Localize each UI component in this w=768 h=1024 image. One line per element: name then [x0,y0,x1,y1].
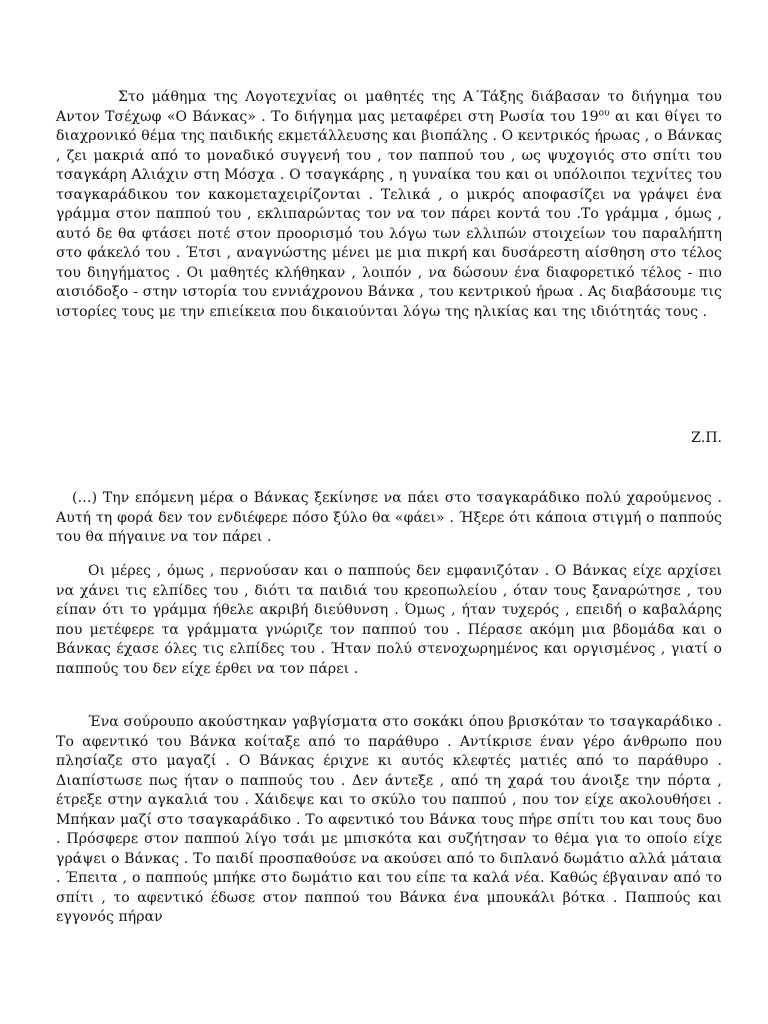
author-initials: Ζ.Π. [691,430,722,446]
century-superscript: ου [598,107,610,118]
intro-text-part2: αι και θίγει το διαχρονικό θέμα της παιδικής εκμετάλλευσης και βιοπάλης . Ο κεντρικός ήρωας , ο Βάνκας , ζει μακριά από το μοναδικό συγγενή του , τον παππού του , ως ψυχογιός στο σπίτι του τσαγκάρη Αλιάχιν στη Μόσχα . Ο τσαγκάρης , η γυναίκα του και οι υπόλοιποι τεχνίτες του τσαγκαράδικου τον κακομεταχειρίζονται . Τελικά , ο μικρός αποφασίζει να γράψει ένα γράμμα στον παππού του , εκλιπαρώντας τον να τον πάρει κοντά του .Το γράμμα , όμως , αυτό δε θα φτάσει ποτέ στον προορισμό του λόγω των ελλιπών στοιχείων του παραλήπτη στο φάκελό του . Έτσι , αναγνώστης μένει με μια πικρή και δυσάρεστη αίσθηση στο τέλος του διηγήματος . Οι μαθητές κλήθηκαν , λοιπόν , να δώσουν ένα διαφορετικό τέλος - πιο αισιόδοξο - στην ιστορία του εννιάχρονου Βάνκα , του κεντρικού ήρωα . Ας διαβάσουμε τις ιστορίες τους με την επιείκεια που δικαιούνται λόγω της ηλικίας και της ιδιότητάς τους . [56,108,722,320]
intro-paragraph [56,88,722,322]
intro-text-part1: Στο μάθημα της Λογοτεχνίας οι μαθητές της Α΄Τάξης διάβασαν το διήγημα του Αντον Τσέχωφ «Ο Βάνκας» . Το διήγημα μας μεταφέρει στη Ρωσία του 19 [56,89,722,125]
story-paragraph-1: (…) Την επόμενη μέρα ο Βάνκας ξεκίνησε να πάει στο τσαγκαράδικο πολύ χαρούμενος . Αυτή τη φορά δεν τον ενδιέφερε πόσο ξύλο θα «φάει» . Ήξερε ότι κάποια στιγμή ο παππούς του θα πήγαινε να τον πάρει . [56,490,722,545]
story-paragraph-3: Ένα σούρουπο ακούστηκαν γαβγίσματα στο σοκάκι όπου βρισκόταν το τσαγκαράδικο . Το αφεντικό του Βάνκα κοίταξε από το παράθυρο . Αντίκρισε έναν γέρο άνθρωπο που πλησίαζε στο μαγαζί . Ο Βάνκας έριχνε κι αυτός κλεφτές ματιές από το παράθυρο . Διαπίστωσε πως ήταν ο παππούς του . Δεν άντεξε , από τη χαρά του άνοιξε την πόρτα , έτρεξε στην αγκαλιά του . Χάιδεψε και το σκύλο του παππού , που τον είχε ακολουθήσει . Μπήκαν μαζί στο τσαγκαράδικο . Το αφεντικό του Βάνκα τους πήρε σπίτι του και τους δυο . Πρόσφερε στον παππού λίγο τσάι με μπισκότα και συζήτησαν το θέμα για το οποίο είχε γράψει ο Βάνκας . Το παιδί προσπαθούσε να ακούσει από το διπλανό δωμάτιο αλλά μάταια . Έπειτα , ο παππούς μπήκε στο δωμάτιο και του είπε τα καλά νέα. Καθώς έβγαιναν από το σπίτι , το αφεντικό έδωσε στον παππού του Βάνκα ένα μπουκάλι βότκα . Παππούς και εγγονός πήραν [56,714,722,925]
story-paragraph-2: Οι μέρες , όμως , περνούσαν και ο παππούς δεν εμφανιζόταν . Ο Βάνκας είχε αρχίσει να χάνει τις ελπίδες του , διότι τα παιδιά του κρεοπωλείου , όταν τους ξαναρώτησε , του είπαν ότι το γράμμα ήθελε ακριβή διεύθυνση . Όμως , ήταν τυχερός , επειδή ο καβαλάρης που μετέφερε τα γράμματα γνώριζε τον παππού του . Πέρασε ακόμη μια βδομάδα και ο Βάνκας έχασε όλες τις ελπίδες του . Ήταν πολύ στενοχωρημένος και οργισμένος , γιατί ο παππούς του δεν είχε έρθει να τον πάρει . [56,563,722,677]
